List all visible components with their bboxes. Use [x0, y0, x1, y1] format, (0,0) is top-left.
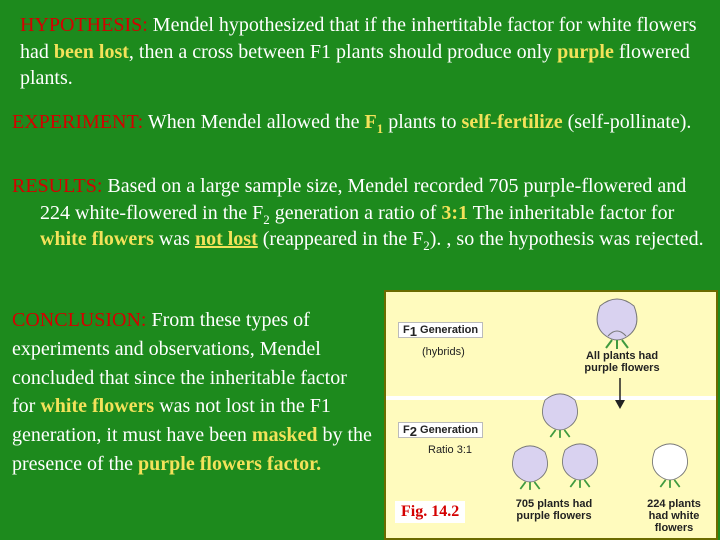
hypothesis-text-1: Mendel hypothesized that if the inhertitable factor for white flowers had: [20, 14, 697, 63]
results-sub-1: 2: [263, 211, 270, 227]
white-count-label: 224 plants had white flowers: [647, 498, 701, 534]
results-highlight-ratio: 3:1: [441, 201, 469, 224]
conclusion-text-3: by the presence of the: [12, 424, 372, 475]
conclusion-highlight-masked: masked: [251, 424, 318, 447]
experiment-text-1: When Mendel allowed the: [143, 111, 365, 133]
results-text-5: (reappeared in the F: [257, 228, 424, 250]
conclusion-text-1: From these types of experiments and observations, Mendel concluded that since the inheritable factor for: [12, 309, 347, 418]
f1-hybrids-label: (hybrids): [422, 346, 465, 358]
results-text-4: was: [153, 228, 195, 250]
hypothesis-highlight-purple: purple: [557, 40, 614, 63]
results-highlight-white-flowers: white flowers: [40, 228, 154, 250]
results-text-1: Based on a large sample size, Mendel recorded 705 purple-flowered and 224 white-flowered in the F: [40, 175, 687, 224]
results-text-6: ). , so the hypothesis was rejected.: [429, 228, 704, 250]
all-plants-purple-label: All plants had purple flowers: [584, 350, 660, 374]
f2-purple-flower-icon-3: [558, 440, 602, 490]
results-text-2: generation a ratio of: [269, 201, 442, 224]
conclusion-label: CONCLUSION:: [12, 309, 147, 331]
conclusion-paragraph: [12, 306, 374, 479]
f2-purple-flower-icon-1: [538, 390, 582, 440]
conclusion-text-2: was not lost in the F1 generation, it must have been: [12, 395, 331, 447]
hypothesis-highlight-been-lost: been lost: [53, 40, 129, 63]
hypothesis-label: HYPOTHESIS:: [20, 14, 148, 36]
figure-caption: Fig. 14.2: [395, 501, 465, 523]
results-sub-2: 2: [423, 238, 430, 253]
results-text-3: The inheritable factor for: [468, 201, 675, 224]
experiment-highlight-f1: $F_1$: [364, 111, 384, 136]
ratio-label: Ratio 3:1: [428, 444, 473, 456]
f2-generation-label: $F_2$ Generation: [398, 422, 483, 438]
experiment-paragraph: [12, 109, 712, 136]
conclusion-highlight-white-flowers: white flowers: [40, 395, 155, 418]
hypothesis-text-3: flowered plants.: [20, 40, 690, 89]
experiment-text-3: (self-pollinate).: [562, 111, 692, 133]
purple-count-label: 705 plants had purple flowers: [515, 498, 593, 522]
results-paragraph: [12, 173, 712, 253]
experiment-label: EXPERIMENT:: [12, 111, 144, 133]
conclusion-highlight-purple-factor: purple flowers factor.: [138, 452, 322, 475]
f1-generation-label: $F_1$ Generation: [398, 322, 483, 338]
hypothesis-paragraph: [20, 12, 710, 92]
hypothesis-text-2: , then a cross between F1 plants should produce only: [128, 40, 558, 63]
experiment-highlight-self-fertilize: self-fertilize: [461, 111, 563, 133]
results-label: RESULTS:: [12, 175, 103, 197]
experiment-text-2: plants to: [383, 111, 462, 133]
f2-purple-flower-icon-2: [508, 442, 552, 492]
f2-white-flower-icon: [648, 440, 692, 490]
arrow-icon: [612, 378, 628, 410]
f1-purple-flower-icon: [592, 296, 642, 350]
figure-panel: [384, 290, 718, 540]
results-highlight-not-lost: not lost: [194, 228, 258, 250]
